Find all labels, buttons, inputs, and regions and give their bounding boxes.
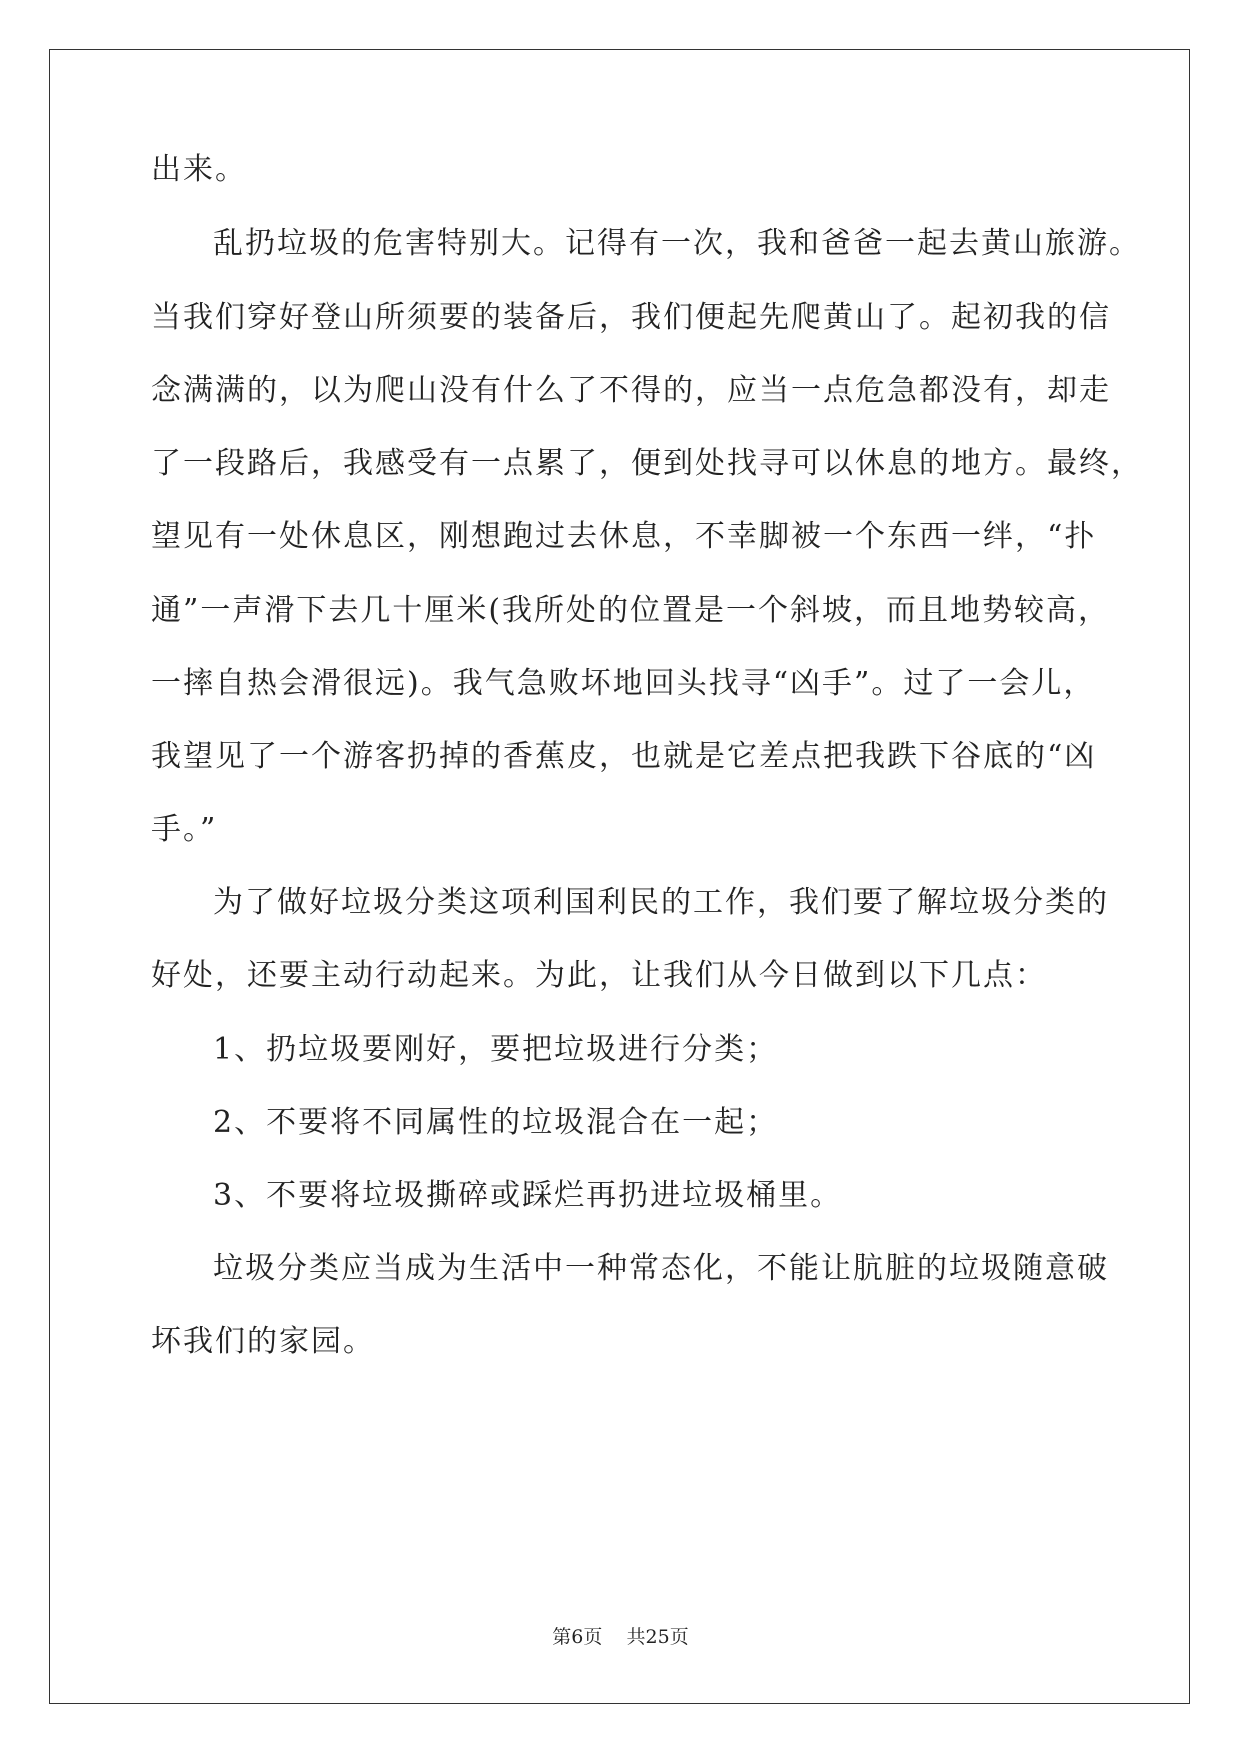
- text-line: 手。”: [151, 812, 218, 847]
- text-line: 当我们穿好登山所须要的装备后，我们便起先爬黄山了。起初我的信: [151, 300, 1111, 335]
- text-line: 出来。: [151, 152, 247, 187]
- paragraph-start: 为了做好垃圾分类这项利国利民的工作，我们要了解垃圾分类的: [213, 885, 1109, 920]
- list-item: 3、不要将垃圾撕碎或踩烂再扔进垃圾桶里。: [213, 1178, 843, 1213]
- list-item: 1、扔垃圾要刚好，要把垃圾进行分类；: [213, 1032, 779, 1067]
- text-line: 望见有一处休息区，刚想跑过去休息，不幸脚被一个东西一绊，“扑: [151, 519, 1097, 554]
- page-total: 共25页: [626, 1626, 689, 1648]
- text-line: 念满满的，以为爬山没有什么了不得的，应当一点危急都没有，却走: [151, 373, 1111, 408]
- list-item: 2、不要将不同属性的垃圾混合在一起；: [213, 1105, 779, 1140]
- text-line: 坏我们的家园。: [151, 1324, 375, 1359]
- paragraph-start: 乱扔垃圾的危害特别大。记得有一次，我和爸爸一起去黄山旅游。: [213, 226, 1141, 261]
- page-number: 第6页: [552, 1626, 603, 1648]
- text-line: 好处，还要主动行动起来。为此，让我们从今日做到以下几点：: [151, 958, 1047, 993]
- text-line: 了一段路后，我感受有一点累了，便到处找寻可以休息的地方。最终，: [151, 446, 1143, 481]
- page-footer: [0, 1625, 1241, 1649]
- paragraph-start: 垃圾分类应当成为生活中一种常态化，不能让肮脏的垃圾随意破: [213, 1251, 1109, 1286]
- text-line: 通”一声滑下去几十厘米(我所处的位置是一个斜坡，而且地势较高，: [151, 593, 1111, 628]
- text-line: 一摔自热会滑很远)。我气急败坏地回头找寻“凶手”。过了一会儿，: [151, 666, 1096, 701]
- text-line: 我望见了一个游客扔掉的香蕉皮，也就是它差点把我跌下谷底的“凶: [151, 739, 1097, 774]
